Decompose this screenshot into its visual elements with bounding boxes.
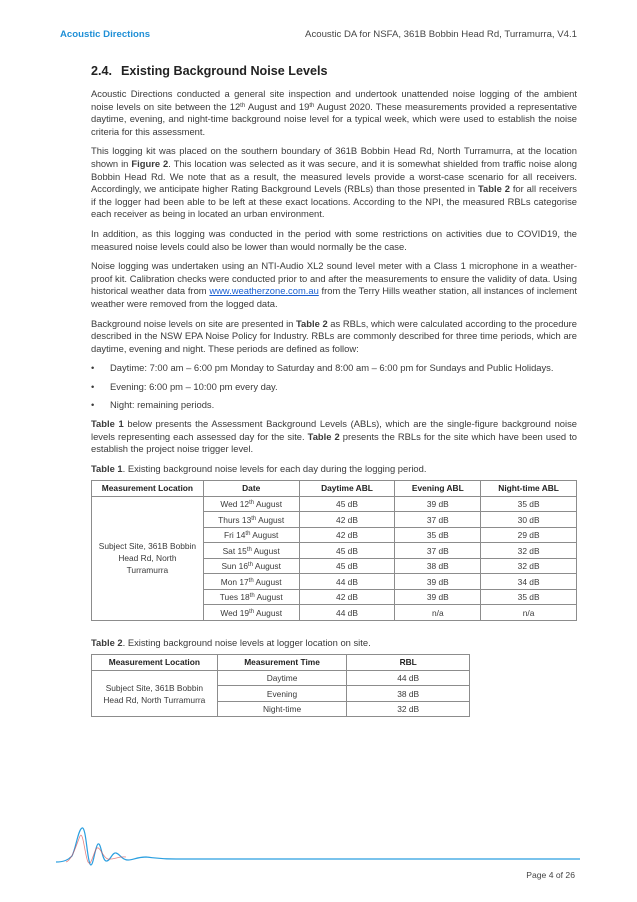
- daytime-cell: 45 dB: [299, 543, 395, 559]
- figure-reference: Figure 2: [131, 157, 169, 169]
- time-period-list: [91, 362, 577, 412]
- document-title: Acoustic DA for NSFA, 361B Bobbin Head Rd, Turramurra, V4.1: [305, 29, 577, 40]
- page-header: [60, 29, 577, 43]
- table-header-cell: RBL: [347, 654, 470, 670]
- table-header-row: [92, 654, 470, 670]
- evening-cell: 38 dB: [395, 558, 481, 574]
- rbl-cell: 38 dB: [347, 686, 470, 702]
- paragraph-logging-location: This logging kit was placed on the southern boundary of 361B Bobbin Head Rd, North Turramurra, at the location shown in Figure 2. This location was selected as it was secure, and it is somewhat shielded from traffic noise along Bobbin Head Rd. We note that as a result, the measured levels provide a worst-case scenario for all receivers. Accordingly, we anticipate higher Rating Background Levels (RBLs) than those presented in Table 2 for all receivers if the logger had been able to be left at these exact locations. According to the NPI, the measured RBLs categorise each receiver as being in located an urban environment.: [91, 145, 578, 220]
- night-cell: 32 dB: [481, 543, 577, 559]
- paragraph-rbl: Background noise levels on site are presented in Table 2 as RBLs, which were calculated according to the procedure described in the NSW EPA Noise Policy for Industry. RBLs are commonly described for three time periods, which are daytime, evening and night. These periods are defined as follow:: [91, 317, 577, 354]
- rbl-cell: 44 dB: [347, 670, 470, 686]
- paragraph-intro: Acoustic Directions conducted a general site inspection and undertook unattended noise logging of the ambient noise levels on site between the 12th August and 19th August 2020. These measurements provided a representative daytime, evening, and night-time background noise level for a typical week, which were used to establish the noise criteria for this assessment.: [91, 88, 577, 137]
- brand-name: Acoustic Directions: [60, 29, 151, 40]
- table1-caption: Table 1. Existing background noise levels for each day during the logging period.: [91, 462, 427, 474]
- page-number: Page 4 of 26: [526, 870, 575, 880]
- time-cell: Evening: [217, 686, 347, 702]
- rbl-table: [91, 654, 470, 718]
- sound-wave-icon: [56, 826, 580, 870]
- night-cell: 32 dB: [481, 558, 577, 574]
- table-reference: Table 2: [478, 183, 510, 195]
- time-cell: Night-time: [217, 701, 347, 717]
- evening-cell: n/a: [395, 605, 481, 621]
- night-cell: 34 dB: [481, 574, 577, 590]
- abl-table: [91, 480, 577, 621]
- list-item: • Daytime: 7:00 am – 6:00 pm Monday to Saturday and 8:00 am – 6:00 pm for Sundays and Public Holidays.: [91, 362, 577, 375]
- night-cell: 35 dB: [481, 589, 577, 605]
- main-content: [91, 64, 577, 717]
- table-header-cell: Measurement Location: [92, 654, 218, 670]
- daytime-cell: 42 dB: [299, 512, 395, 528]
- table-reference: Table 1: [91, 418, 124, 430]
- daytime-cell: 42 dB: [299, 527, 395, 543]
- night-cell: 29 dB: [481, 527, 577, 543]
- table-row: [92, 496, 577, 512]
- table-row: [92, 670, 470, 686]
- evening-cell: 37 dB: [395, 512, 481, 528]
- wave-echo-line: [66, 835, 126, 863]
- night-cell: 35 dB: [481, 496, 577, 512]
- daytime-cell: 42 dB: [299, 589, 395, 605]
- wave-line: [56, 828, 580, 865]
- section-number: 2.4.: [91, 64, 113, 78]
- paragraph-covid: In addition, as this logging was conducted in the period with some restrictions on activities due to COVID19, the measured noise levels could also be lower than would normally be the case.: [91, 227, 577, 252]
- location-cell: Subject Site, 361B Bobbin Head Rd, North Turramurra: [92, 670, 218, 717]
- table-header-cell: Daytime ABL: [299, 480, 395, 496]
- daytime-cell: 44 dB: [299, 605, 395, 621]
- paragraph-equipment: Noise logging was undertaken using an NTI-Audio XL2 sound level meter with a Class 1 microphone in a weather-proof kit. Calibration checks were conducted prior to and after the measurements to ensure the validity of data. Using historical weather data from www.weatherzone.com.au from the Terry Hills weather station, all instances of inclement weather were removed from the logged data.: [91, 260, 577, 309]
- rbl-cell: 32 dB: [347, 701, 470, 717]
- night-cell: n/a: [481, 605, 577, 621]
- evening-cell: 37 dB: [395, 543, 481, 559]
- table-reference: Table 2: [296, 317, 328, 329]
- table-header-cell: Night-time ABL: [481, 480, 577, 496]
- section-heading: [91, 64, 577, 78]
- daytime-cell: 45 dB: [299, 496, 395, 512]
- date-cell: Thurs 13th August: [203, 512, 299, 528]
- location-cell: Subject Site, 361B Bobbin Head Rd, North Turramurra: [92, 496, 204, 620]
- table-header-cell: Evening ABL: [395, 480, 481, 496]
- table2-caption: Table 2. Existing background noise levels at logger location on site.: [91, 636, 371, 648]
- date-cell: Mon 17th August: [203, 574, 299, 590]
- evening-cell: 39 dB: [395, 496, 481, 512]
- date-cell: Sat 15th August: [203, 543, 299, 559]
- date-cell: Wed 19th August: [203, 605, 299, 621]
- date-cell: Wed 12th August: [203, 496, 299, 512]
- evening-cell: 39 dB: [395, 589, 481, 605]
- daytime-cell: 44 dB: [299, 574, 395, 590]
- date-cell: Fri 14th August: [203, 527, 299, 543]
- list-item: • Night: remaining periods.: [91, 399, 577, 412]
- table-header-row: [92, 480, 577, 496]
- time-cell: Daytime: [217, 670, 347, 686]
- night-cell: 30 dB: [481, 512, 577, 528]
- date-cell: Sun 16th August: [203, 558, 299, 574]
- table-header-cell: Measurement Location: [92, 480, 204, 496]
- date-cell: Tues 18th August: [203, 589, 299, 605]
- table-header-cell: Measurement Time: [217, 654, 347, 670]
- evening-cell: 35 dB: [395, 527, 481, 543]
- table-header-cell: Date: [203, 480, 299, 496]
- weatherzone-link[interactable]: www.weatherzone.com.au: [209, 285, 319, 297]
- table-reference: Table 2: [307, 430, 340, 442]
- daytime-cell: 45 dB: [299, 558, 395, 574]
- section-title: Existing Background Noise Levels: [121, 64, 328, 78]
- paragraph-tables-intro: Table 1 below presents the Assessment Background Levels (ABLs), which are the single-figure background noise levels representing each assessed day for the site. Table 2 presents the RBLs for the site which have been used to establish the project noise trigger level.: [91, 418, 578, 455]
- list-item: • Evening: 6:00 pm – 10:00 pm every day.: [91, 381, 577, 394]
- evening-cell: 39 dB: [395, 574, 481, 590]
